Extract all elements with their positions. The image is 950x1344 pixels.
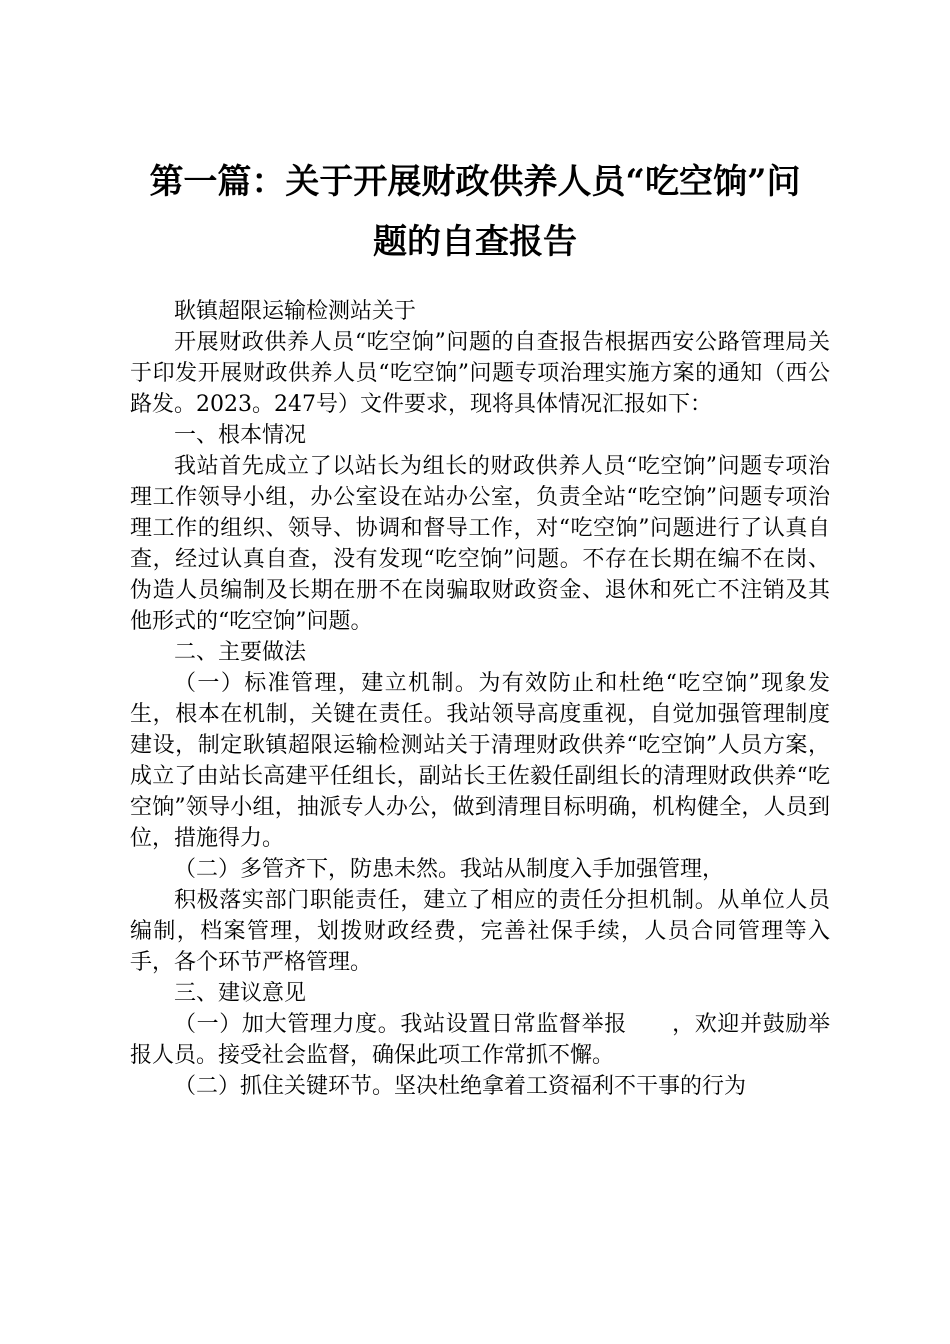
document-title-line-1: 第一篇：关于开展财政供养人员“吃空饷”问 <box>149 162 801 202</box>
paragraph-heading-org: 耿镇超限运输检测站关于 <box>174 299 417 324</box>
document-title-line-2: 题的自查报告 <box>373 222 577 262</box>
document-body <box>130 296 830 1102</box>
section-heading-suggestions: 三、建议意见 <box>174 981 307 1006</box>
paragraph-practice-1: （一）标准管理，建立机制。为有效防止和杜绝“吃空饷”现象发生，根本在机制，关键在责任。我站领导高度重视，自觉加强管理制度建设，制定耿镇超限运输检测站关于清理财政供养“吃空饷”人员方案，成立了由站长高建平任组长，副站长王佐毅任副组长的清理财政供养“吃空饷”领导小组，抽派专人办公，做到清理目标明确，机构健全，人员到位，措施得力。 <box>130 671 830 851</box>
paragraph-practice-2: （二）多管齐下，防患未然。我站从制度入手加强管理， <box>174 857 725 882</box>
paragraph-suggestion-1: （一）加大管理力度。我站设置日常监督举报 ，欢迎并鼓励举报人员。接受社会监督，确保此项工作常抓不懈。 <box>130 1012 830 1068</box>
paragraph-intro: 开展财政供养人员“吃空饷”问题的自查报告根据西安公路管理局关于印发开展财政供养人员“吃空饷”问题专项治理实施方案的通知（西公路发。2023。247号）文件要求，现将具体情况汇报如下： <box>130 330 830 417</box>
paragraph-suggestion-2: （二）抓住关键环节。坚决杜绝拿着工资福利不干事的行为 <box>174 1074 747 1099</box>
section-heading-main-practices: 二、主要做法 <box>174 640 307 665</box>
section-heading-basic-situation: 一、根本情况 <box>174 423 307 448</box>
paragraph-basic-situation: 我站首先成立了以站长为组长的财政供养人员“吃空饷”问题专项治理工作领导小组，办公室设在站办公室，负责全站“吃空饷”问题专项治理工作的组织、领导、协调和督导工作，对“吃空饷”问题进行了认真自查，经过认真自查，没有发现“吃空饷”问题。不存在长期在编不在岗、伪造人员编制及长期在册不在岗骗取财政资金、退休和死亡不注销及其他形式的“吃空饷”问题。 <box>130 454 830 634</box>
paragraph-practice-2-continued: 积极落实部门职能责任，建立了相应的责任分担机制。从单位人员编制，档案管理，划拨财政经费，完善社保手续，人员合同管理等入手，各个环节严格管理。 <box>130 888 830 975</box>
